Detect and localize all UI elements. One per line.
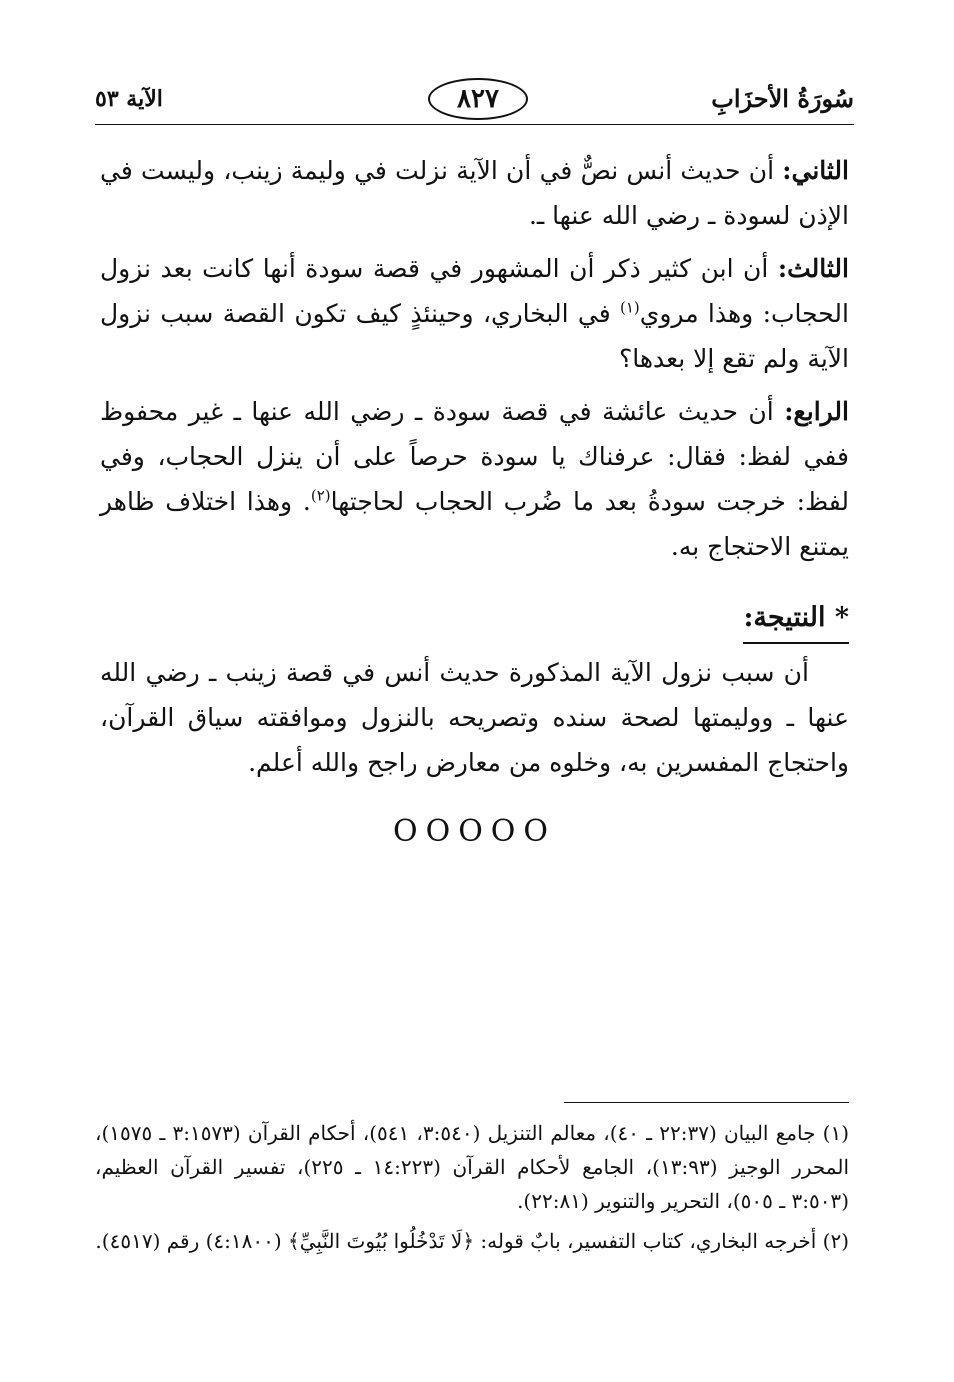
paragraph-text: أن ابن كثير ذكر أن المشهور في قصة سودة أنها كانت بعد نزول الحجاب: وهذا مروي — [100, 254, 849, 328]
paragraph-text: في البخاري، وحينئذٍ كيف تكون القصة سبب نزول الآية ولم تقع إلا بعدها؟ — [100, 299, 849, 373]
paragraph-text: . وهذا اختلاف ظاهر يمتنع الاحتجاج به. — [100, 487, 849, 561]
paragraph-third — [100, 246, 849, 381]
page-header — [95, 80, 854, 120]
paragraph-text: أن حديث عائشة في قصة سودة ـ رضي الله عنها ـ غير محفوظ ففي لفظ: فقال: عرفناك يا سودة حرصاً على أن ينزل الحجاب، وفي لفظ: خرجت سودةُ بعد ما ضُرب الحجاب لحاجتها — [100, 397, 849, 516]
paragraph-lead: الرابع: — [784, 397, 849, 426]
footnote-ref-2[interactable]: (٢) — [310, 486, 331, 505]
surah-title: سُورَةُ الأحزَابِ — [711, 84, 854, 113]
footnote-ref-1[interactable]: (١) — [619, 298, 640, 317]
paragraph-second — [100, 148, 849, 238]
paragraph-lead: الثالث: — [777, 254, 849, 283]
footnotes — [95, 1116, 849, 1264]
ayah-label: الآية ٥٣ — [95, 86, 163, 112]
footnote-1: (١) جامع البيان (٢٢:٣٧ ـ ٤٠)، معالم التنزيل (٣:٥٤٠، ٥٤١)، أحكام القرآن (٣:١٥٧٣ ـ ١٥٧٥)، المحرر الوجيز (١٣:٩٣)، الجامع لأحكام القرآن (١٤:٢٢٣ ـ ٢٢٥)، تفسير القرآن العظيم، (٣:٥٠٣ ـ ٥٠٥)، التحرير والتنوير (٢٢:٨١). — [95, 1121, 850, 1213]
section-separator-rings: OOOOO — [393, 814, 556, 849]
paragraph-text: أن حديث أنس نصٌّ في أن الآية نزلت في وليمة زينب، وليست في الإذن لسودة ـ رضي الله عنها ـ. — [100, 156, 849, 230]
result-paragraph: أن سبب نزول الآية المذكورة حديث أنس في قصة زينب ـ رضي الله عنها ـ ووليمتها لصحة سنده وتصريحه بالنزول وموافقته سياق القرآن، واحتجاج المفسرين به، وخلوه من معارض راجح والله أعلم. — [100, 658, 849, 777]
body-text — [100, 148, 849, 854]
page-number: ٨٢٧ — [428, 78, 528, 120]
paragraph-lead: الثاني: — [782, 156, 849, 185]
result-heading: * النتيجة: — [743, 595, 849, 644]
header-divider — [95, 124, 854, 125]
footnote-divider — [564, 1102, 849, 1103]
footnote-2: (٢) أخرجه البخاري، كتاب التفسير، بابٌ قوله: ﴿لَا تَدْخُلُوا بُيُوتَ النَّبِيِّ﴾ (٤:١٨٠٠) رقم (٤٥١٧). — [95, 1229, 849, 1253]
paragraph-fourth — [100, 389, 849, 569]
